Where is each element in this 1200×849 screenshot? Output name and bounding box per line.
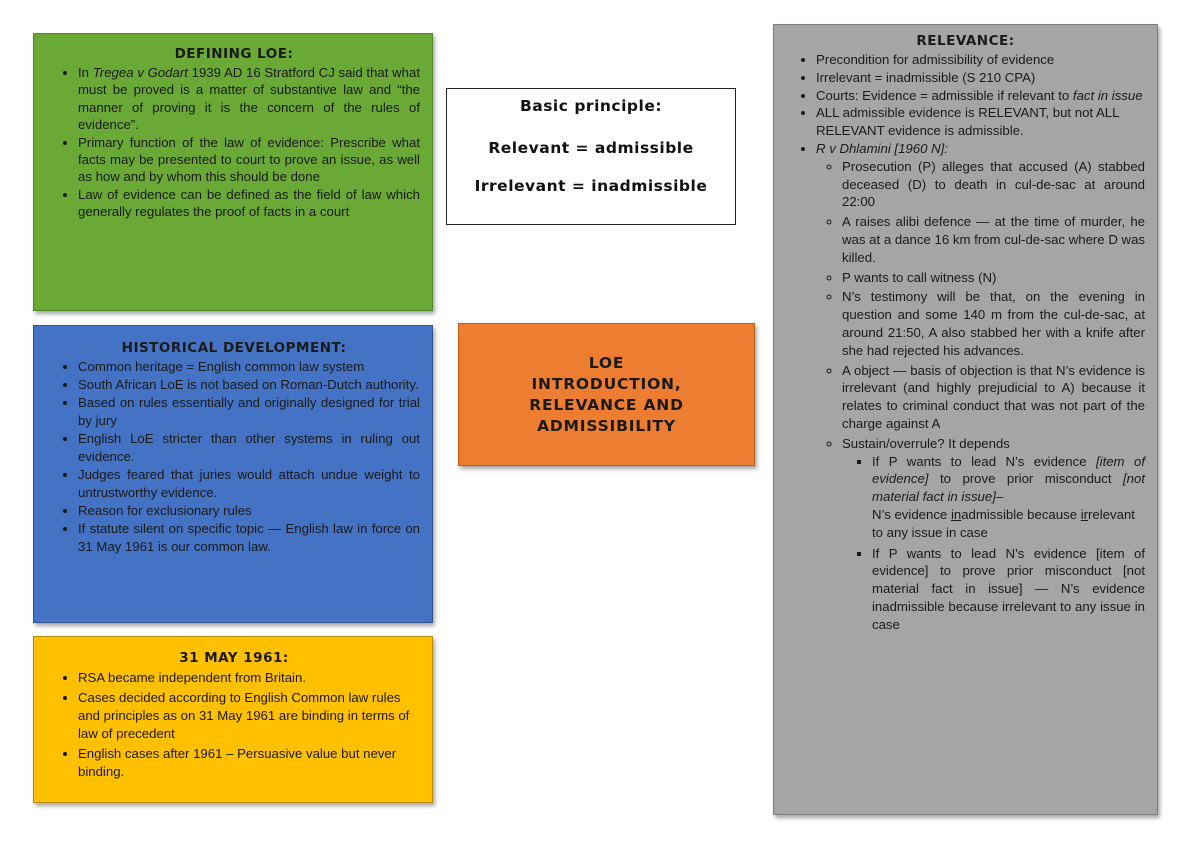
list-item: ▪ If P wants to lead N’s evidence [item of evidence] to prove prior misconduct [not material fact in issue]– N’s evidence inadmissible because irrelevant to any issue in case [872, 453, 1145, 542]
may-1961-title: 31 MAY 1961: [179, 650, 289, 666]
list-item: • South African LoE is not based on Roman-Dutch authority. [78, 376, 420, 394]
list-item: • English cases after 1961 – Persuasive value but never binding. [78, 745, 420, 781]
basic-principle-box [446, 88, 736, 225]
historical-development-title: HISTORICAL DEVELOPMENT: [121, 340, 347, 356]
list-item: • Reason for exclusionary rules [78, 502, 420, 520]
list-item: • ALL admissible evidence is RELEVANT, but not ALL RELEVANT evidence is admissible. [816, 104, 1145, 140]
relevant-admissible-line: Relevant = admissible [488, 139, 694, 157]
historical-development-box [33, 325, 433, 623]
relevance-box [773, 24, 1158, 815]
list-item [816, 140, 1145, 634]
may-1961-box [33, 636, 433, 803]
list-item: ◦ Prosecution (P) alleges that accused (A) stabbed deceased (D) to death in cul-de-sac at around 22:00 [842, 158, 1145, 211]
list-item: • If statute silent on specific topic — English law in force on 31 May 1961 is our common law. [78, 520, 420, 556]
defining-loe-list [48, 64, 420, 221]
historical-development-list [48, 358, 420, 556]
list-item: • Courts: Evidence = admissible if relevant to fact in issue [816, 87, 1145, 105]
list-item: ◦ P wants to call witness (N) [842, 269, 1145, 287]
case-name: Tregea v Godart [92, 65, 188, 80]
defining-loe-box [33, 33, 433, 311]
basic-principle-heading: Basic principle: [519, 97, 663, 115]
central-topic-box [458, 323, 755, 466]
defining-loe-title: DEFINING LOE: [174, 46, 294, 62]
list-item: • Irrelevant = inadmissible (S 210 CPA) [816, 69, 1145, 87]
list-item: • Cases decided according to English Common law rules and principles as on 31 May 1961 are binding in terms of law of precedent [78, 689, 420, 743]
list-item: • In Tregea v Godart 1939 AD 16 Stratford CJ said that what must be proved is a matter of substantive law and “the manner of proving it is the concern of the rules of evidence”. [78, 64, 420, 134]
case-facts-list [816, 158, 1145, 634]
list-item: • Law of evidence can be defined as the field of law which generally regulates the proof of facts in a court [78, 186, 420, 221]
list-item: • RSA became independent from Britain. [78, 669, 420, 687]
relevance-title: RELEVANCE: [916, 33, 1015, 49]
may-1961-list [48, 669, 420, 781]
list-item: • Based on rules essentially and originally designed for trial by jury [78, 394, 420, 430]
list-item: ◦ Sustain/overrule? It depends ▪ If P wants to lead N’s evidence [item of evidence] to prove prior misconduct [not material fact in issue]– N’s evidence inadmissible because irrelevant to any issue in case ▪ If P wants to lead N’s evidence [item of evidence] to prove prior misconduct [not material fact in issue] — N’s evidence inadmissible because irrelevant to any issue in case [842, 435, 1145, 634]
central-topic-title: LOE INTRODUCTION, RELEVANCE AND ADMISSIBILITY [529, 353, 684, 435]
list-item: ◦ N’s testimony will be that, on the evening in question and some 140 m from the cul-de-sac, at around 21:50, A also stabbed her with a knife after she had rejected his advances. [842, 288, 1145, 359]
relevance-list [786, 51, 1145, 634]
case-name: R v Dhlamini [1960 N]: [816, 140, 948, 156]
list-item: • Primary function of the law of evidence: Prescribe what facts may be presented to court to prove an issue, as well as how and by whom this should be done [78, 134, 420, 186]
list-item: ◦ A object — basis of objection is that N’s evidence is irrelevant (and highly prejudicial to A) because it relates to criminal conduct that was not part of the charge against A [842, 362, 1145, 433]
outcome-list [842, 453, 1145, 634]
list-item: • Common heritage = English common law system [78, 358, 420, 376]
irrelevant-inadmissible-line: Irrelevant = inadmissible [474, 177, 708, 195]
list-item: ◦ A raises alibi defence — at the time of murder, he was at a dance 16 km from cul-de-sac where D was killed. [842, 213, 1145, 266]
list-item: • English LoE stricter than other systems in ruling out evidence. [78, 430, 420, 466]
list-item: ▪ If P wants to lead N’s evidence [item of evidence] to prove prior misconduct [not material fact in issue] — N’s evidence inadmissible because irrelevant to any issue in case [872, 545, 1145, 634]
list-item: • Precondition for admissibility of evidence [816, 51, 1145, 69]
list-item: • Judges feared that juries would attach undue weight to untrustworthy evidence. [78, 466, 420, 502]
